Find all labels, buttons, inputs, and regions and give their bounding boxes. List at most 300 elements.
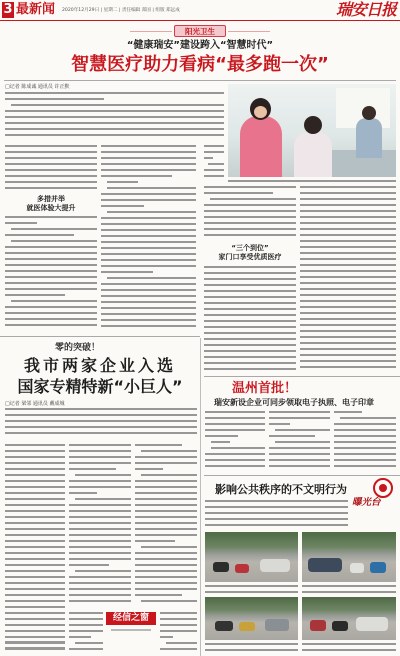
lead-column-2 — [101, 145, 196, 332]
body-text-line — [300, 258, 396, 260]
body-text-line — [205, 585, 298, 587]
body-text-line — [75, 642, 103, 644]
body-text-line — [269, 423, 290, 425]
body-text-line — [5, 420, 197, 422]
enterprise-column-2 — [69, 444, 131, 608]
body-text-line — [101, 157, 196, 159]
body-text-line — [160, 636, 173, 638]
body-text-line — [135, 528, 197, 530]
body-text-line — [5, 480, 65, 482]
body-text-line — [300, 312, 396, 314]
body-text-line — [69, 624, 103, 626]
lead-subhead-1-line2: 就医体验大提升 — [26, 204, 76, 212]
body-text-line — [300, 276, 396, 278]
lead-headline[interactable]: 智慧医疗助力看病“最多跑一次” — [71, 54, 329, 75]
body-text-line — [101, 259, 196, 261]
body-text-line — [334, 423, 396, 425]
body-text-line — [69, 648, 103, 650]
body-text-line — [275, 441, 330, 443]
body-text-line — [5, 163, 97, 165]
body-text-line — [211, 447, 265, 449]
body-text-line — [334, 459, 396, 461]
body-text-line — [5, 122, 224, 124]
headline-rule — [4, 80, 396, 81]
body-text-line — [5, 306, 97, 308]
body-text-line — [101, 265, 196, 267]
tag-decoration-right — [228, 31, 270, 32]
body-text-line — [75, 570, 131, 572]
body-text-line — [204, 290, 296, 292]
body-text-line — [205, 435, 238, 437]
body-text-line — [160, 618, 197, 620]
eye-pupil — [379, 484, 387, 492]
body-text-line — [135, 510, 197, 512]
body-text-line — [300, 198, 396, 200]
body-text-line — [300, 318, 396, 320]
body-text-line — [11, 300, 97, 302]
photo-scooter — [213, 562, 229, 572]
photo-nurse — [240, 116, 282, 177]
body-text-line — [204, 332, 296, 334]
body-text-line — [204, 145, 224, 147]
body-text-line — [101, 145, 196, 147]
enterprise-column-1 — [5, 444, 65, 652]
body-text-line — [204, 320, 296, 322]
body-text-line — [5, 474, 65, 476]
body-text-line — [269, 465, 330, 467]
lead-subhead-1 — [5, 195, 97, 213]
body-text-line — [5, 588, 65, 590]
license-column-1 — [205, 411, 265, 469]
body-text-line — [204, 302, 296, 304]
body-text-line — [269, 447, 330, 449]
body-text-line — [135, 486, 197, 488]
body-text-line — [160, 612, 197, 614]
body-text-line — [208, 163, 224, 165]
section-title: 最新闻 — [16, 2, 56, 17]
lead-subhead-1-line1: 多措并举 — [37, 195, 65, 203]
photo-car — [260, 559, 290, 572]
lead-subhead-2-line1: “三个到位” — [231, 244, 269, 252]
body-text-line — [101, 307, 196, 309]
body-text-line — [204, 350, 296, 352]
license-column-2 — [269, 411, 330, 469]
photo-car — [356, 617, 388, 631]
body-text-line — [334, 411, 362, 413]
body-text-line — [5, 462, 65, 464]
body-text-line — [101, 223, 196, 225]
license-column-3 — [334, 411, 396, 469]
body-text-line — [5, 222, 37, 224]
enterprise-headline-line2[interactable]: 国家专精特新“小巨人” — [17, 377, 183, 396]
body-text-line — [302, 649, 396, 651]
body-text-line — [141, 450, 197, 452]
body-text-line — [135, 456, 197, 458]
body-text-line — [5, 151, 97, 153]
enterprise-kicker: 零的突破！ — [55, 343, 101, 353]
body-text-line — [5, 636, 65, 638]
body-text-line — [204, 222, 296, 224]
body-text-line — [69, 588, 131, 590]
body-text-line — [300, 300, 396, 302]
body-text-line — [300, 270, 396, 272]
body-text-line — [302, 643, 396, 645]
body-text-line — [204, 308, 296, 310]
body-text-line — [300, 264, 396, 266]
body-text-line — [101, 151, 196, 153]
body-text-line — [300, 222, 396, 224]
body-text-line — [5, 264, 97, 266]
photo-scooter — [370, 562, 386, 573]
body-text-line — [300, 216, 396, 218]
body-text-line — [11, 228, 97, 230]
body-text-line — [5, 492, 65, 494]
body-text-line — [69, 444, 131, 446]
body-text-line — [69, 534, 131, 536]
body-text-line — [135, 504, 197, 506]
section-rule-exposure — [204, 475, 400, 476]
body-text-line — [69, 450, 131, 452]
photo-scooter — [332, 621, 348, 631]
body-text-line — [5, 558, 65, 560]
photo-person-right — [356, 118, 382, 158]
body-text-line — [101, 229, 196, 231]
lead-column-3-top — [204, 145, 224, 180]
body-text-line — [269, 435, 315, 437]
body-text-line — [300, 204, 396, 206]
photo-scooter — [310, 620, 326, 631]
exposure-photo-2[interactable] — [302, 532, 396, 582]
lead-column-4 — [300, 186, 396, 372]
body-text-line — [334, 441, 396, 443]
body-text-line — [5, 175, 97, 177]
photo-patient-head — [304, 116, 322, 134]
body-text-line — [5, 624, 65, 626]
body-text-line — [135, 480, 197, 482]
body-text-line — [300, 324, 396, 326]
body-text-line — [69, 462, 131, 464]
body-text-line — [75, 474, 131, 476]
body-text-line — [5, 187, 97, 189]
body-text-line — [5, 444, 65, 446]
body-text-line — [205, 591, 298, 593]
body-text-line — [205, 417, 265, 419]
dateline: 2020年12月29日 | 星期二 | 责任编辑 郑国 | 组版 郑远成 — [62, 8, 180, 13]
body-text-line — [269, 411, 330, 413]
body-text-line — [211, 441, 230, 443]
exposure-intro — [205, 500, 348, 528]
body-text-line — [302, 585, 396, 587]
body-text-line — [5, 594, 65, 596]
exposure-headline[interactable]: 影响公共秩序的不文明行为 — [215, 483, 347, 496]
body-text-line — [5, 116, 224, 118]
body-text-line — [5, 169, 97, 171]
body-text-line — [5, 600, 65, 602]
body-text-line — [205, 506, 348, 508]
body-text-line — [101, 199, 196, 201]
body-text-line — [135, 492, 197, 494]
body-text-line — [141, 474, 197, 476]
photo-scooter — [215, 621, 233, 631]
body-text-line — [334, 453, 396, 455]
body-text-line — [135, 558, 197, 560]
license-kicker: 温州首批！ — [232, 381, 298, 396]
lead-column-3b — [204, 266, 296, 372]
photo-scooter — [350, 563, 364, 573]
body-text-line — [5, 294, 65, 296]
body-text-line — [101, 175, 172, 177]
body-text-line — [5, 630, 65, 632]
column-divider — [200, 338, 201, 656]
body-text-line — [5, 534, 65, 536]
body-text-line — [204, 186, 296, 188]
body-text-line — [300, 342, 396, 344]
body-text-line — [69, 468, 116, 470]
body-text-line — [101, 253, 196, 255]
badge-underline — [111, 629, 151, 631]
body-text-line — [204, 175, 224, 177]
body-text-line — [5, 582, 65, 584]
body-text-line — [5, 408, 197, 410]
body-text-line — [204, 204, 296, 206]
body-text-line — [205, 453, 265, 455]
exposure-caption-2 — [302, 585, 396, 595]
body-text-line — [204, 266, 296, 268]
body-text-line — [334, 435, 396, 437]
body-text-line — [101, 235, 196, 237]
body-text-line — [205, 518, 348, 520]
body-text-line — [5, 516, 65, 518]
body-text-line — [5, 110, 224, 112]
body-text-line — [5, 606, 65, 608]
body-text-line — [5, 546, 65, 548]
lead-byline: □记者 陈成诚 通讯员 许正默 — [5, 84, 70, 90]
body-text-line — [205, 411, 265, 413]
body-text-line — [300, 354, 396, 356]
body-text-line — [5, 486, 65, 488]
body-text-line — [5, 324, 97, 326]
body-text-line — [204, 272, 296, 274]
body-text-line — [204, 344, 296, 346]
photo-caption — [228, 180, 396, 184]
body-text-line — [101, 205, 144, 207]
body-text-line — [69, 522, 131, 524]
body-text-line — [101, 193, 196, 195]
body-text-line — [166, 642, 197, 644]
body-text-line — [141, 600, 197, 602]
body-text-line — [300, 288, 396, 290]
photo-nurse-face — [254, 106, 267, 118]
tag-decoration-left — [130, 31, 172, 32]
body-text-line — [205, 524, 348, 526]
enterprise-byline: □记者 梁邻 通讯员 戴成城 — [5, 401, 65, 407]
body-text-line — [5, 318, 97, 320]
body-text-line — [107, 211, 196, 213]
body-text-line — [69, 516, 131, 518]
body-text-line — [5, 288, 97, 290]
body-text-line — [101, 313, 196, 315]
section-rule-left — [0, 336, 200, 337]
body-text-line — [205, 465, 265, 467]
body-text-line — [204, 338, 296, 340]
body-text-line — [204, 284, 296, 286]
body-text-line — [135, 582, 197, 584]
body-text-line — [5, 522, 65, 524]
body-text-line — [107, 277, 196, 279]
body-text-line — [302, 591, 396, 593]
body-text-line — [204, 228, 296, 230]
photo-patient — [294, 132, 332, 177]
body-text-line — [135, 540, 175, 542]
body-text-line — [5, 647, 65, 649]
body-text-line — [69, 510, 131, 512]
body-text-line — [300, 210, 396, 212]
body-text-line — [69, 540, 131, 542]
body-text-line — [205, 429, 265, 431]
body-text-line — [300, 306, 396, 308]
body-text-line — [69, 558, 131, 560]
body-text-line — [5, 98, 104, 100]
body-text-line — [101, 325, 196, 327]
body-text-line — [204, 234, 296, 236]
body-text-line — [334, 465, 396, 467]
body-text-line — [101, 283, 196, 285]
body-text-line — [69, 582, 131, 584]
body-text-line — [101, 163, 196, 165]
body-text-line — [69, 480, 131, 482]
body-text-line — [5, 612, 65, 614]
photo-person-right-head — [362, 106, 376, 120]
lead-photo[interactable] — [228, 84, 396, 177]
body-text-line — [5, 504, 65, 506]
body-text-line — [204, 368, 296, 370]
body-text-line — [334, 447, 396, 449]
body-text-line — [300, 336, 396, 338]
body-text-line — [5, 157, 97, 159]
lead-column-3a — [204, 186, 296, 240]
body-text-line — [69, 630, 103, 632]
body-text-line — [300, 330, 396, 332]
body-text-line — [5, 276, 97, 278]
body-text-line — [5, 641, 65, 643]
section-rule-right — [204, 376, 400, 377]
body-text-line — [69, 456, 131, 458]
body-text-line — [5, 498, 65, 500]
exposure-photo-4[interactable] — [302, 597, 396, 640]
body-text-line — [210, 198, 296, 200]
body-text-line — [300, 348, 396, 350]
enterprise-headline-line1[interactable]: 我市两家企业入选 — [23, 356, 176, 375]
body-text-line — [5, 270, 97, 272]
body-text-line — [204, 326, 296, 328]
lead-subhead-2 — [204, 244, 296, 262]
body-text-line — [160, 624, 197, 626]
body-text-line — [269, 453, 330, 455]
body-text-line — [204, 362, 296, 364]
exposure-photo-1[interactable] — [205, 532, 298, 582]
photo-scooter — [239, 622, 255, 631]
body-text-line — [5, 450, 65, 452]
body-text-line — [300, 252, 396, 254]
body-text-line — [204, 314, 296, 316]
lead-paragraph — [5, 92, 224, 140]
exposure-photo-3[interactable] — [205, 597, 298, 640]
body-text-line — [69, 528, 131, 530]
body-text-line — [5, 246, 97, 248]
body-text-line — [275, 429, 330, 431]
body-text-line — [5, 134, 224, 136]
body-text-line — [205, 649, 298, 651]
photo-scooter — [235, 564, 249, 573]
body-text-line — [101, 169, 196, 171]
body-text-line — [300, 360, 396, 362]
body-text-line — [135, 552, 197, 554]
body-text-line — [5, 432, 197, 434]
body-text-line — [69, 636, 91, 638]
body-text-line — [5, 576, 65, 578]
body-text-line — [69, 552, 131, 554]
body-text-line — [5, 258, 97, 260]
lead-column-1a — [5, 145, 97, 193]
body-text-line — [5, 252, 97, 254]
body-text-line — [204, 278, 296, 280]
exposure-caption-1 — [205, 585, 298, 595]
body-text-line — [107, 181, 138, 183]
body-text-line — [69, 594, 131, 596]
body-text-line — [300, 282, 396, 284]
body-text-line — [340, 417, 396, 419]
body-text-line — [5, 426, 197, 428]
photo-car — [308, 558, 342, 572]
body-text-line — [135, 468, 163, 470]
lead-subhead-2-line2: 家门口享受优质医疗 — [218, 253, 282, 261]
body-text-line — [69, 486, 131, 488]
body-text-line — [300, 186, 396, 188]
body-text-line — [69, 618, 103, 620]
body-text-line — [135, 498, 197, 500]
body-text-line — [5, 128, 224, 130]
body-text-line — [5, 234, 74, 236]
body-text-line — [300, 234, 396, 236]
body-text-line — [160, 648, 197, 650]
body-text-line — [69, 564, 109, 566]
body-text-line — [269, 417, 330, 419]
body-text-line — [5, 312, 97, 314]
body-text-line — [300, 366, 396, 368]
enterprise-column-3-end — [160, 612, 197, 652]
body-text-line — [204, 192, 273, 194]
lead-column-1b — [5, 216, 97, 332]
enterprise-lead-paragraph — [5, 408, 197, 438]
body-text-line — [5, 145, 97, 147]
body-text-line — [204, 296, 296, 298]
body-text-line — [5, 181, 97, 183]
body-text-line — [135, 534, 197, 536]
body-text-line — [69, 504, 131, 506]
body-text-line — [269, 459, 330, 461]
body-text-line — [334, 429, 396, 431]
license-headline[interactable]: 瑞安新设企业可同步领取电子执照、电子印章 — [214, 398, 374, 407]
body-text-line — [101, 301, 196, 303]
body-text-line — [11, 104, 224, 106]
body-text-line — [204, 216, 296, 218]
body-text-line — [5, 540, 65, 542]
page-number: 3 — [3, 2, 13, 17]
body-text-line — [5, 552, 65, 554]
body-text-line — [107, 187, 196, 189]
body-text-line — [204, 210, 296, 212]
body-text-line — [101, 289, 196, 291]
